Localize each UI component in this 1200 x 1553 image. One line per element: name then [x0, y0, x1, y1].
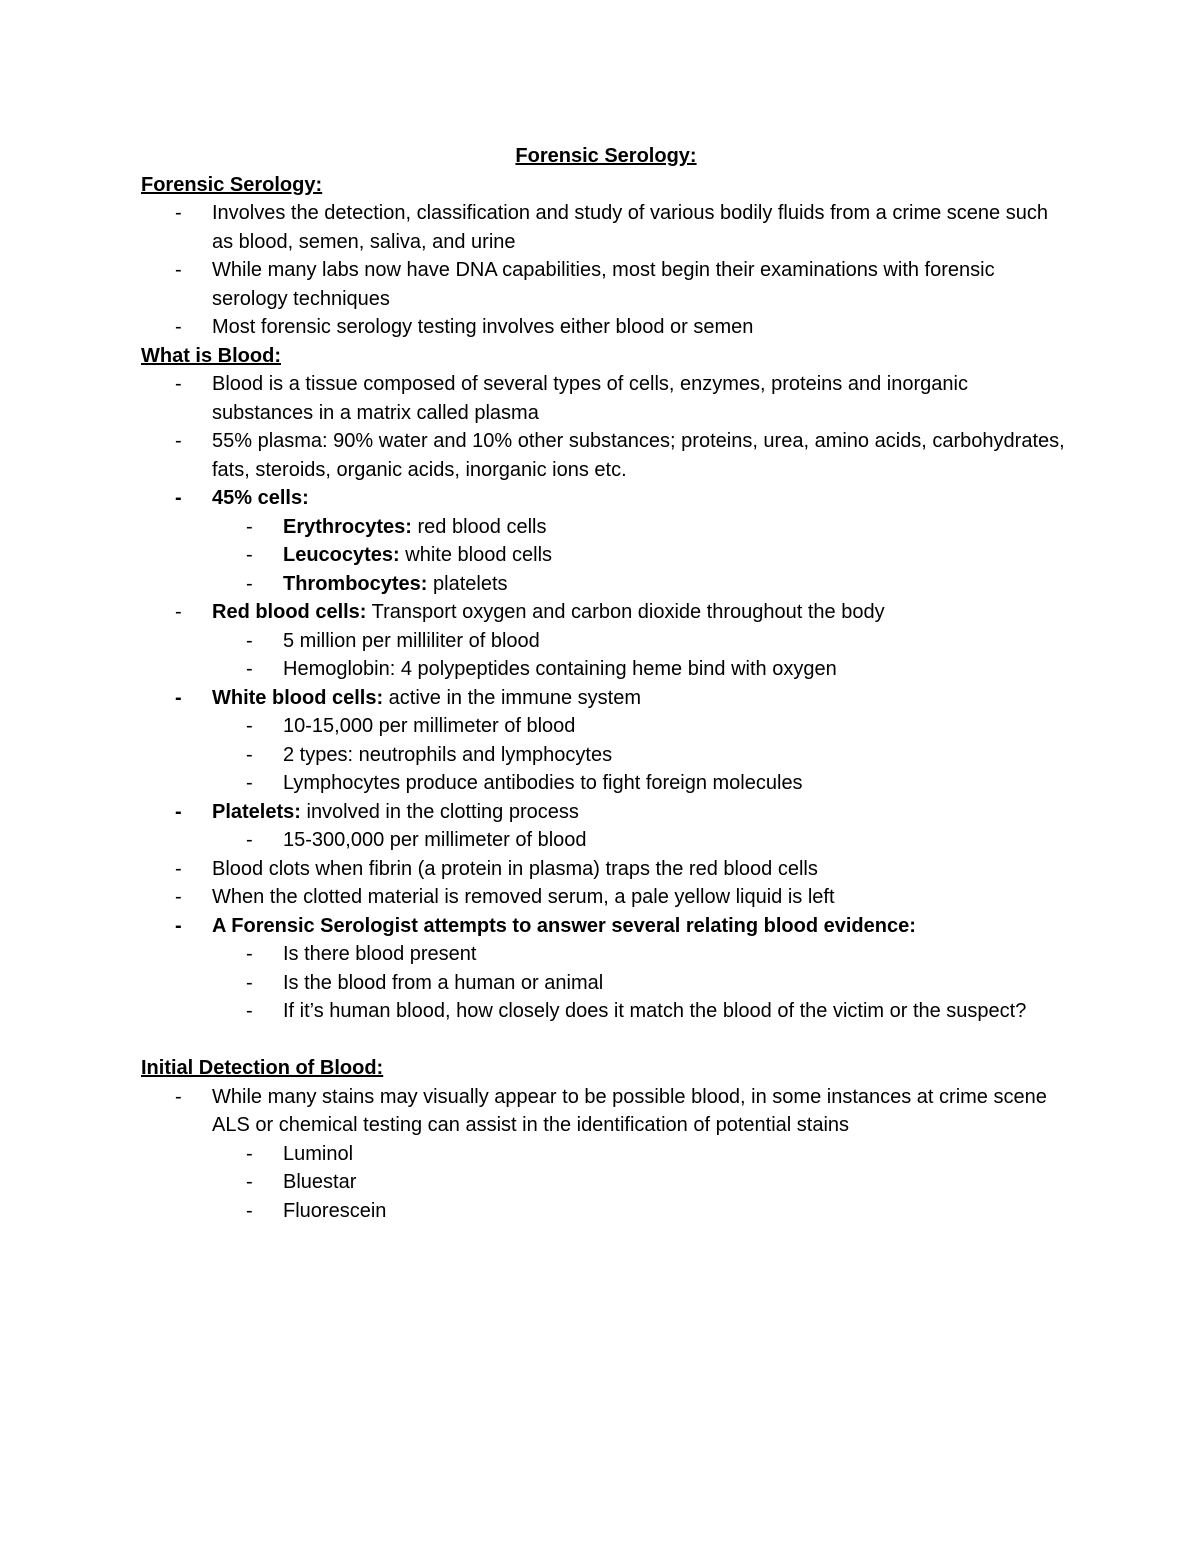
bullet-dash: -	[246, 1000, 253, 1022]
list-item: - 10-15,000 per millimeter of blood	[141, 712, 1071, 741]
bullet-dash: -	[175, 373, 182, 395]
list-item: - Is the blood from a human or animal	[141, 969, 1071, 998]
list-item: - While many labs now have DNA capabilities, most begin their examinations with forensic serology techniques	[141, 256, 1071, 313]
bullet-dash: -	[246, 829, 253, 851]
section-heading-initial-detection: Initial Detection of Blood:	[141, 1057, 384, 1079]
list-item: - Is there blood present	[141, 940, 1071, 969]
list-item: - Leucocytes: white blood cells	[141, 541, 1071, 570]
bullet-dash: -	[246, 1142, 253, 1165]
section-list-forensic-serology	[141, 199, 1071, 342]
bullet-dash: -	[246, 629, 253, 652]
list-item: - White blood cells: active in the immune system	[141, 684, 1071, 713]
bullet-dash: -	[175, 914, 182, 937]
list-item: - 15-300,000 per millimeter of blood	[141, 826, 1071, 855]
bullet-dash: -	[175, 202, 182, 224]
bullet-dash: -	[246, 743, 253, 766]
bullet-dash: -	[246, 1199, 253, 1222]
bullet-dash: -	[175, 1085, 182, 1108]
list-item: - Platelets: involved in the clotting process	[141, 798, 1071, 827]
list-item: - 45% cells:	[141, 484, 1071, 513]
list-item: - 55% plasma: 90% water and 10% other substances; proteins, urea, amino acids, carbohydrates, fats, steroids, organic acids, inorganic ions etc.	[141, 427, 1071, 484]
bullet-dash: -	[246, 715, 253, 737]
list-item: - Blood is a tissue composed of several types of cells, enzymes, proteins and inorganic substances in a matrix called plasma	[141, 370, 1071, 427]
bullet-dash: -	[175, 259, 182, 281]
section-heading-forensic-serology: Forensic Serology:	[141, 173, 323, 196]
list-item: - Most forensic serology testing involves either blood or semen	[141, 313, 1071, 342]
blank-line	[141, 1026, 1071, 1055]
bullet-dash: -	[175, 487, 182, 509]
list-item: - Blood clots when fibrin (a protein in plasma) traps the red blood cells	[141, 855, 1071, 884]
bullet-dash: -	[246, 572, 253, 595]
bullet-dash: -	[246, 544, 253, 566]
list-item: - Luminol	[141, 1140, 1071, 1169]
title-wrap	[141, 141, 1071, 171]
section-list-what-is-blood	[141, 370, 1071, 1026]
list-item: - A Forensic Serologist attempts to answer several relating blood evidence:	[141, 912, 1071, 941]
bullet-dash: -	[246, 943, 253, 965]
list-item: - While many stains may visually appear to be possible blood, in some instances at crime scene ALS or chemical testing can assist in the identification of potential stains	[141, 1083, 1071, 1140]
list-item: - Hemoglobin: 4 polypeptides containing heme bind with oxygen	[141, 655, 1071, 684]
bullet-dash: -	[246, 971, 253, 994]
bullet-dash: -	[175, 800, 182, 823]
bullet-dash: -	[175, 857, 182, 880]
bullet-dash: -	[246, 772, 253, 794]
bullet-dash: -	[246, 515, 253, 538]
list-item: - Thrombocytes: platelets	[141, 570, 1071, 599]
bullet-dash: -	[175, 686, 182, 709]
list-item: - If it’s human blood, how closely does it match the blood of the victim or the suspect?	[141, 997, 1071, 1026]
list-item: - Erythrocytes: red blood cells	[141, 513, 1071, 542]
section-list-initial-detection	[141, 1083, 1071, 1226]
list-item: - 2 types: neutrophils and lymphocytes	[141, 741, 1071, 770]
list-item: - Red blood cells: Transport oxygen and carbon dioxide throughout the body	[141, 598, 1071, 627]
list-item: - Lymphocytes produce antibodies to fight foreign molecules	[141, 769, 1071, 798]
document-body	[141, 141, 1071, 1225]
document-title: Forensic Serology:	[515, 145, 697, 167]
list-item: - When the clotted material is removed serum, a pale yellow liquid is left	[141, 883, 1071, 912]
bullet-dash: -	[246, 1171, 253, 1193]
list-item: - Involves the detection, classification and study of various bodily fluids from a crime scene such as blood, semen, saliva, and urine	[141, 199, 1071, 256]
list-item: - 5 million per milliliter of blood	[141, 627, 1071, 656]
section-heading-what-is-blood: What is Blood:	[141, 344, 281, 367]
list-item: - Bluestar	[141, 1168, 1071, 1197]
bullet-dash: -	[246, 658, 253, 680]
bullet-dash: -	[175, 601, 182, 623]
bullet-dash: -	[175, 886, 182, 908]
bullet-dash: -	[175, 430, 182, 452]
bullet-dash: -	[175, 316, 182, 338]
list-item: - Fluorescein	[141, 1197, 1071, 1226]
